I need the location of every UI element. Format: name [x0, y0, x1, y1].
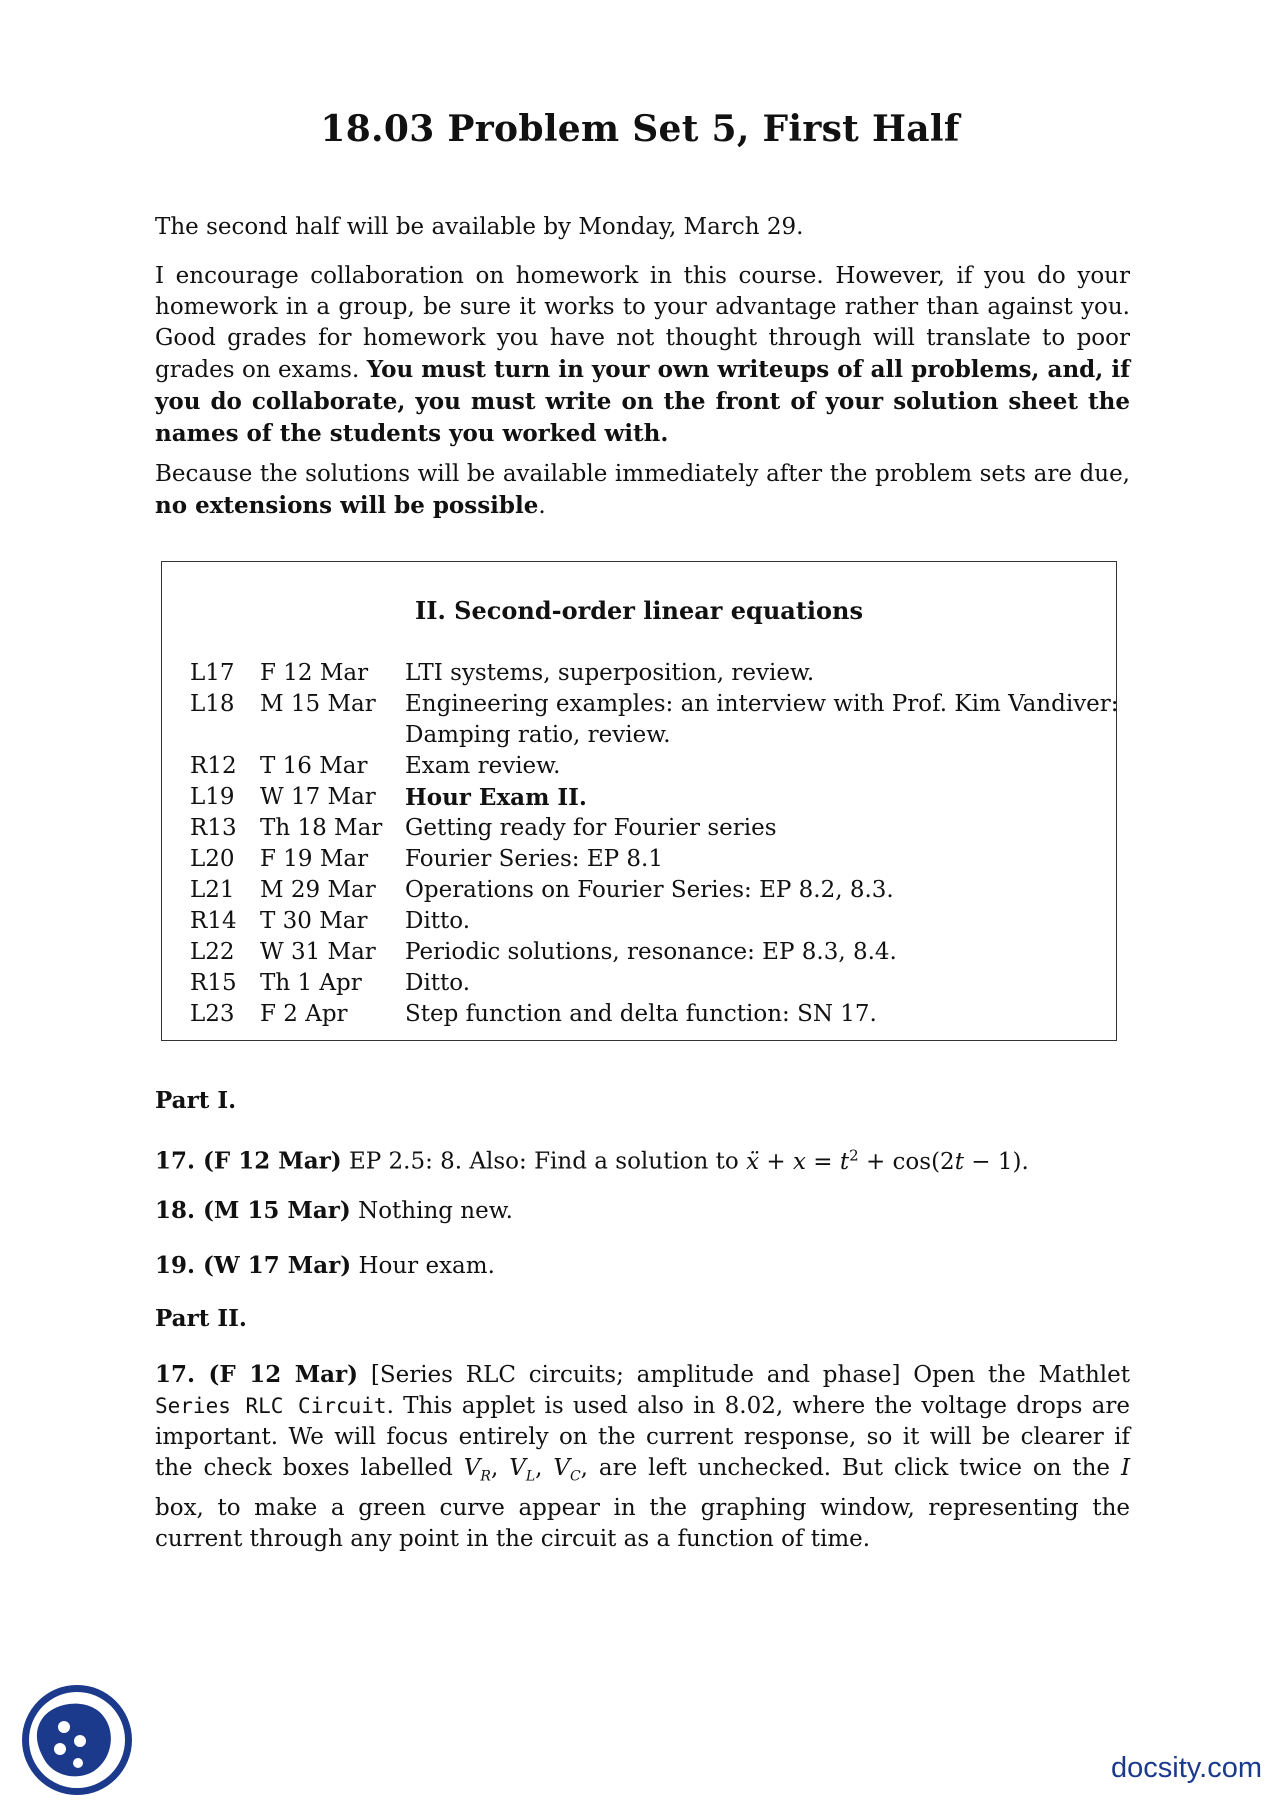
- current-symbol: I: [1120, 1455, 1131, 1481]
- collab-requirement: You must turn in your own writeups of all problems, and, if you do collaborate, you must write on the front of your solution sheet the names of the students you worked with.: [155, 356, 1131, 447]
- intro-paragraph-1: The second half will be available by Monday, March 29.: [155, 214, 804, 240]
- voltage-labels: $V_R$, $V_L$, $V_C$: [463, 1455, 581, 1485]
- schedule-heading: II. Second-order linear equations: [414, 596, 863, 625]
- part2-problem-17: 17. (F 12 Mar) [Series RLC circuits; amplitude and phase] Open the Mathlet Series RLC Circuit. This applet is used also in 8.02, where the voltage drops are important. We will focus entirely on the current response, so it will be clearer if the check boxes labelled $V_R$, $V_L$, $V_C$, are left unchecked. But click twice on the I box, to make a green curve appear in the graphing window, representing the current through any point in the circuit as a function of time.: [155, 1361, 1131, 1552]
- part1-problem-19: 19. (W 17 Mar) Hour exam.: [155, 1252, 495, 1279]
- docsity-logo-icon: [20, 1683, 134, 1797]
- docsity-brand-link[interactable]: docsity.com: [1111, 1752, 1262, 1784]
- page-title: 18.03 Problem Set 5, First Half: [320, 108, 960, 150]
- schedule-box: II. Second-order linear equations L17 F 12 Mar LTI systems, superposition, review. L18 M 15 Mar Engineering examples: an interview with Prof. Kim Vandiver: Damping ratio, review. R12 T 16 Mar Exam review. L19 W 17 Mar Hour Exam II. R13 Th 18 Mar Getting ready for Fourier series L20 F 19 Mar Fourier Series: EP 8.1 L21 M 29 Mar Operations on Fourier Series: EP 8.2, 8.3. R14 T 30 Mar Ditto. L22 W 31 Mar Periodic solutions, resonance: EP 8.3, 8.4. R15 Th 1 Apr Ditto. L23 F 2 Apr Step function and delta function: SN 17.: [161, 561, 1117, 1041]
- equation: ẍ + $x = t^2 + \cos(2t - 1)$.: [746, 1146, 1029, 1175]
- collab-text: I encourage collaboration on homework in this course. However, if you do your homework in a group, be sure it works to your advantage rather than against you. Good grades for homework you have not thought through will translate to poor grades on exams.: [155, 263, 1130, 383]
- extensions-bold: no extensions will be possible: [155, 492, 539, 519]
- mathlet-name: Series RLC Circuit: [155, 1394, 387, 1418]
- part1-problem-18: 18. (M 15 Mar) Nothing new.: [155, 1197, 513, 1224]
- part-2-heading: Part II.: [155, 1305, 247, 1332]
- part-1-heading: Part I.: [155, 1087, 237, 1114]
- part1-problem-17: 17. (F 12 Mar) EP 2.5: 8. Also: Find a solution to ẍ + $x = t^2 + \cos(2t - 1)$.: [155, 1146, 1029, 1175]
- intro-paragraph-2: [155, 261, 1130, 450]
- extensions-text: Because the solutions will be available immediately after the problem sets are due,: [155, 461, 1130, 487]
- intro-paragraph-3: Because the solutions will be available immediately after the problem sets are due, no extensions will be possible.: [155, 461, 1130, 519]
